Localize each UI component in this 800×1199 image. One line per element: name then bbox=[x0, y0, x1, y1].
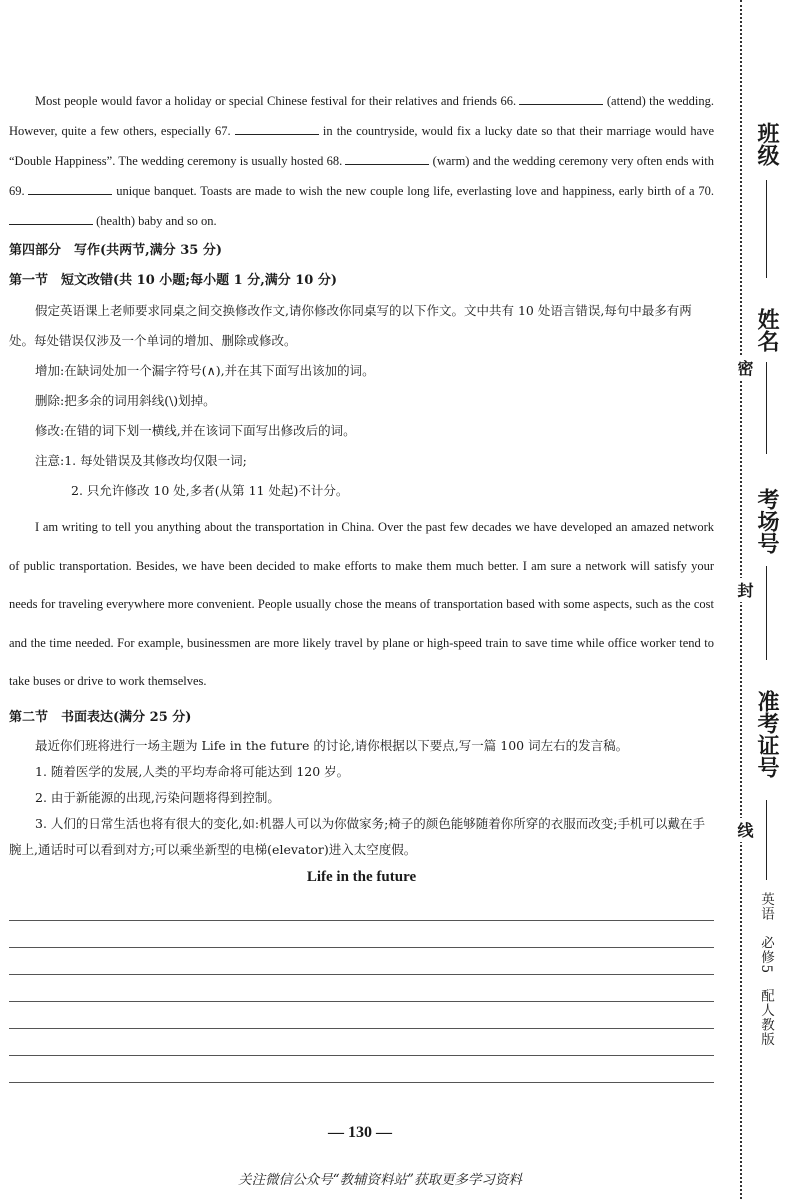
class-field[interactable] bbox=[766, 180, 767, 278]
answer-blank-68[interactable] bbox=[345, 152, 429, 165]
writing-line[interactable] bbox=[9, 975, 714, 1002]
passage-text: in the countryside, would fix a lucky date so that their marriage would have “Double Happiness”. The wedding ceremony is usually hosted 68. bbox=[9, 124, 714, 168]
section1-title: 第一节 短文改错(共 10 小题;每小题 1 分,满分 10 分) bbox=[9, 273, 338, 288]
seal-mark: 封 bbox=[733, 578, 756, 602]
writing-line[interactable] bbox=[9, 948, 714, 975]
part4-title: 第四部分 写作(共两节,满分 35 分) bbox=[9, 243, 222, 258]
name-label: 姓名 bbox=[754, 308, 780, 352]
passage-text: unique banquet. Toasts are made to wish the new couple long life, everlasting love and happiness, early birth of a 70. bbox=[116, 184, 715, 198]
class-label: 班级 bbox=[754, 122, 780, 166]
passage-text: the wedding. However, quite a few others, especially 67. bbox=[9, 94, 715, 138]
hint-68: (warm) bbox=[432, 154, 470, 168]
answer-blank-70[interactable] bbox=[9, 212, 93, 225]
footer-note: 关注微信公众号“教辅资料站”获取更多学习资料 bbox=[238, 1172, 522, 1188]
book-info: 英语 必修5 配人教版 bbox=[758, 892, 774, 1047]
writing-line[interactable] bbox=[9, 894, 714, 921]
page-number: — 130 — bbox=[328, 1124, 392, 1141]
main-content bbox=[9, 86, 714, 1083]
answer-blank-66[interactable] bbox=[519, 92, 603, 105]
passage-text: and the wedding ceremony very often ends with 69. bbox=[9, 154, 715, 198]
rule-add: 增加:在缺词处加一个漏字符号(∧),并在其下面写出该加的词。 bbox=[35, 363, 375, 378]
writing-line[interactable] bbox=[9, 1029, 714, 1056]
point-1: 1. 随着医学的发展,人类的平均寿命将可能达到 120 岁。 bbox=[35, 763, 350, 779]
point-3: 3. 人们的日常生活也将有很大的变化,如:机器人可以为你做家务;椅子的颜色能够随着你所穿的衣服而改变;手机可以戴在手腕上,通话时可以看到对方;可以乘坐新型的电梯(elevator)进入太空度假。 bbox=[9, 815, 706, 857]
essay-title: Life in the future bbox=[306, 868, 417, 885]
answer-blank-69[interactable] bbox=[28, 182, 112, 195]
ticket-number-label: 准考证号 bbox=[754, 690, 780, 778]
note-2: 2. 只允许修改 10 处,多者(从第 11 处起)不计分。 bbox=[71, 483, 349, 498]
name-field[interactable] bbox=[766, 362, 767, 454]
rule-delete: 删除:把多余的词用斜线(\)划掉。 bbox=[35, 393, 216, 408]
writing-task: 最近你们班将进行一场主题为 Life in the future 的讨论,请你根据以下要点,写一篇 100 词左右的发言稿。 bbox=[35, 737, 629, 753]
note-1: 注意:1. 每处错误及其修改均仅限一词; bbox=[35, 453, 247, 468]
rule-modify: 修改:在错的词下划一横线,并在该词下面写出修改后的词。 bbox=[35, 423, 356, 438]
seal-mark: 线 bbox=[733, 818, 756, 842]
writing-line[interactable] bbox=[9, 921, 714, 948]
reading-passage bbox=[9, 86, 714, 236]
exam-room-field[interactable] bbox=[766, 566, 767, 660]
exam-room-label: 考场号 bbox=[754, 488, 780, 554]
hint-66: (attend) bbox=[606, 94, 646, 108]
writing-lines[interactable] bbox=[9, 894, 714, 1083]
section1-instructions: 假定英语课上老师要求同桌之间交换修改作文,请你修改你同桌写的以下作文。文中共有 10 处语言错误,每句中最多有两处。每处错误仅涉及一个单词的增加、删除或修改。 bbox=[9, 303, 692, 348]
error-correction-essay: I am writing to tell you anything about the transportation in China. Over the past few decades we have developed an amazed network of public transportation. Besides, we have been decided to make efforts to make them much better. I am sure a network will satisfy your needs for traveling everywhere more convenient. People usually chose the means of transportation based with some aspects, such as the cost and the time needed. For example, businessmen are more likely travel by plane or high-speed train to save time while office worker tend to take buses or drive to work themselves. bbox=[9, 520, 714, 688]
hint-70: (health) bbox=[96, 214, 135, 228]
answer-blank-67[interactable] bbox=[235, 122, 319, 135]
writing-line[interactable] bbox=[9, 1056, 714, 1083]
writing-line[interactable] bbox=[9, 1002, 714, 1029]
seal-mark: 密 bbox=[733, 356, 756, 380]
ticket-number-field[interactable] bbox=[766, 800, 767, 880]
point-2: 2. 由于新能源的出现,污染问题将得到控制。 bbox=[35, 789, 280, 805]
section2-title: 第二节 书面表达(满分 25 分) bbox=[9, 709, 192, 725]
passage-text: baby and so on. bbox=[138, 214, 217, 228]
passage-text: Most people would favor a holiday or special Chinese festival for their relatives and friends 66. bbox=[35, 94, 517, 108]
